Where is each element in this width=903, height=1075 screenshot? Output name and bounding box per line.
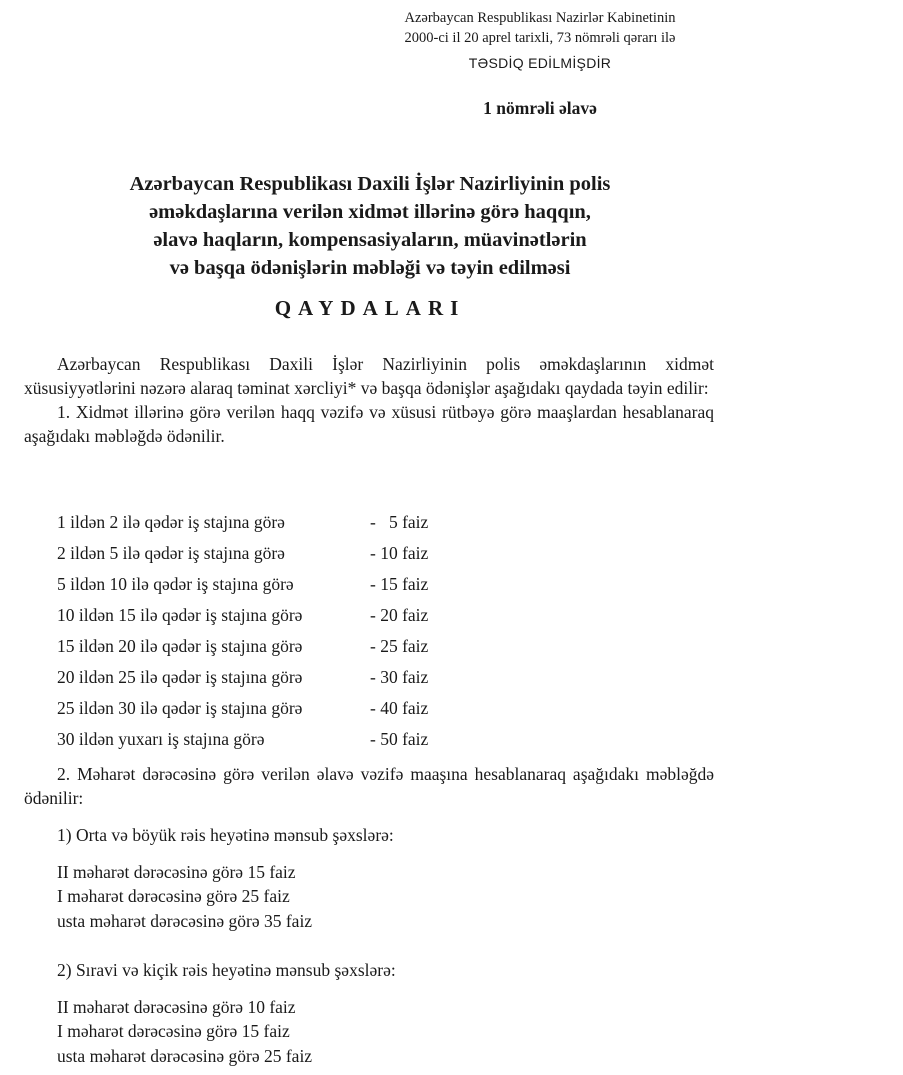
period-cell: 10 ildən 15 ilə qədər iş stajına görə <box>57 605 303 625</box>
table-row <box>57 508 448 539</box>
service-years-table <box>57 508 448 756</box>
rate-cell: - 5 faiz <box>370 512 429 532</box>
rate-cell: - 25 faiz <box>370 636 429 656</box>
approval-note <box>360 8 720 73</box>
group-1-line: usta məharət dərəcəsinə görə 35 faiz <box>57 910 313 931</box>
group-2-line: I məharət dərəcəsinə görə 15 faiz <box>57 1021 290 1041</box>
section-heading: QAYDALARI <box>274 296 466 320</box>
period-cell: 1 ildən 2 ilə qədər iş stajına görə <box>57 512 285 532</box>
group-2-line: II məharət dərəcəsinə görə 10 faiz <box>57 996 296 1017</box>
rate-cell: - 15 faiz <box>370 574 429 594</box>
table-row <box>57 570 448 601</box>
group-1-label: 1) Orta və böyük rəis heyətinə mənsub şəxslərə: <box>57 825 394 845</box>
rate-cell: - 40 faiz <box>370 698 429 718</box>
approval-stamp: TƏSDİQ EDİLMİŞDİR <box>468 55 612 71</box>
document-title <box>80 170 660 282</box>
group-1-line: II məharət dərəcəsinə görə 15 faiz <box>57 861 296 882</box>
item-1-text: 1. Xidmət illərinə görə verilən haqq vəzifə və xüsusi rütbəyə görə maaşlardan hesablanaraq aşağıdakı məbləğdə ödənilir. <box>24 402 714 446</box>
annex-number: 1 nömrəli əlavə <box>483 98 597 118</box>
table-row <box>57 663 448 694</box>
table-row <box>57 632 448 663</box>
item-2-paragraph <box>24 762 714 810</box>
table-row <box>57 694 448 725</box>
period-cell: 25 ildən 30 ilə qədər iş stajına görə <box>57 698 303 718</box>
rate-cell: - 30 faiz <box>370 667 429 687</box>
intro-text: Azərbaycan Respublikası Daxili İşlər Nazirliyinin polis əməkdaşlarının xidmət xüsusiyyətlərini nəzərə alaraq təminat xərcliyi* və başqa ödənişlər aşağıdakı qaydada təyin edilir: <box>24 354 714 398</box>
title-line-3: əlavə haqların, kompensasiyaların, müavinətlərin <box>153 229 587 251</box>
group-2 <box>57 958 396 1068</box>
table-row <box>57 725 448 756</box>
intro-paragraph <box>24 352 714 448</box>
period-cell: 15 ildən 20 ilə qədər iş stajına görə <box>57 636 303 656</box>
period-cell: 30 ildən yuxarı iş stajına görə <box>57 729 265 749</box>
approval-line-2: 2000-ci il 20 aprel tarixli, 73 nömrəli qərarı ilə <box>404 30 676 46</box>
table-row <box>57 539 448 570</box>
group-2-line: usta məharət dərəcəsinə görə 25 faiz <box>57 1045 313 1066</box>
group-1-line: I məharət dərəcəsinə görə 25 faiz <box>57 886 290 906</box>
rate-cell: - 20 faiz <box>370 605 429 625</box>
item-2-text: 2. Məharət dərəcəsinə görə verilən əlavə vəzifə maaşına hesablanaraq aşağıdakı məbləğdə ödənilir: <box>24 764 714 808</box>
period-cell: 2 ildən 5 ilə qədər iş stajına görə <box>57 543 285 563</box>
approval-line-1: Azərbaycan Respublikası Nazirlər Kabinetinin <box>404 10 676 26</box>
group-1 <box>57 823 394 933</box>
title-line-2: əməkdaşlarına verilən xidmət illərinə görə haqqın, <box>149 201 591 223</box>
rate-cell: - 10 faiz <box>370 543 429 563</box>
title-line-4: və başqa ödənişlərin məbləği və təyin edilməsi <box>169 257 571 279</box>
period-cell: 5 ildən 10 ilə qədər iş stajına görə <box>57 574 294 594</box>
rate-cell: - 50 faiz <box>370 729 429 749</box>
title-line-1: Azərbaycan Respublikası Daxili İşlər Nazirliyinin polis <box>129 173 611 195</box>
group-2-label: 2) Sıravi və kiçik rəis heyətinə mənsub şəxslərə: <box>57 960 396 980</box>
table-row <box>57 601 448 632</box>
period-cell: 20 ildən 25 ilə qədər iş stajına görə <box>57 667 303 687</box>
